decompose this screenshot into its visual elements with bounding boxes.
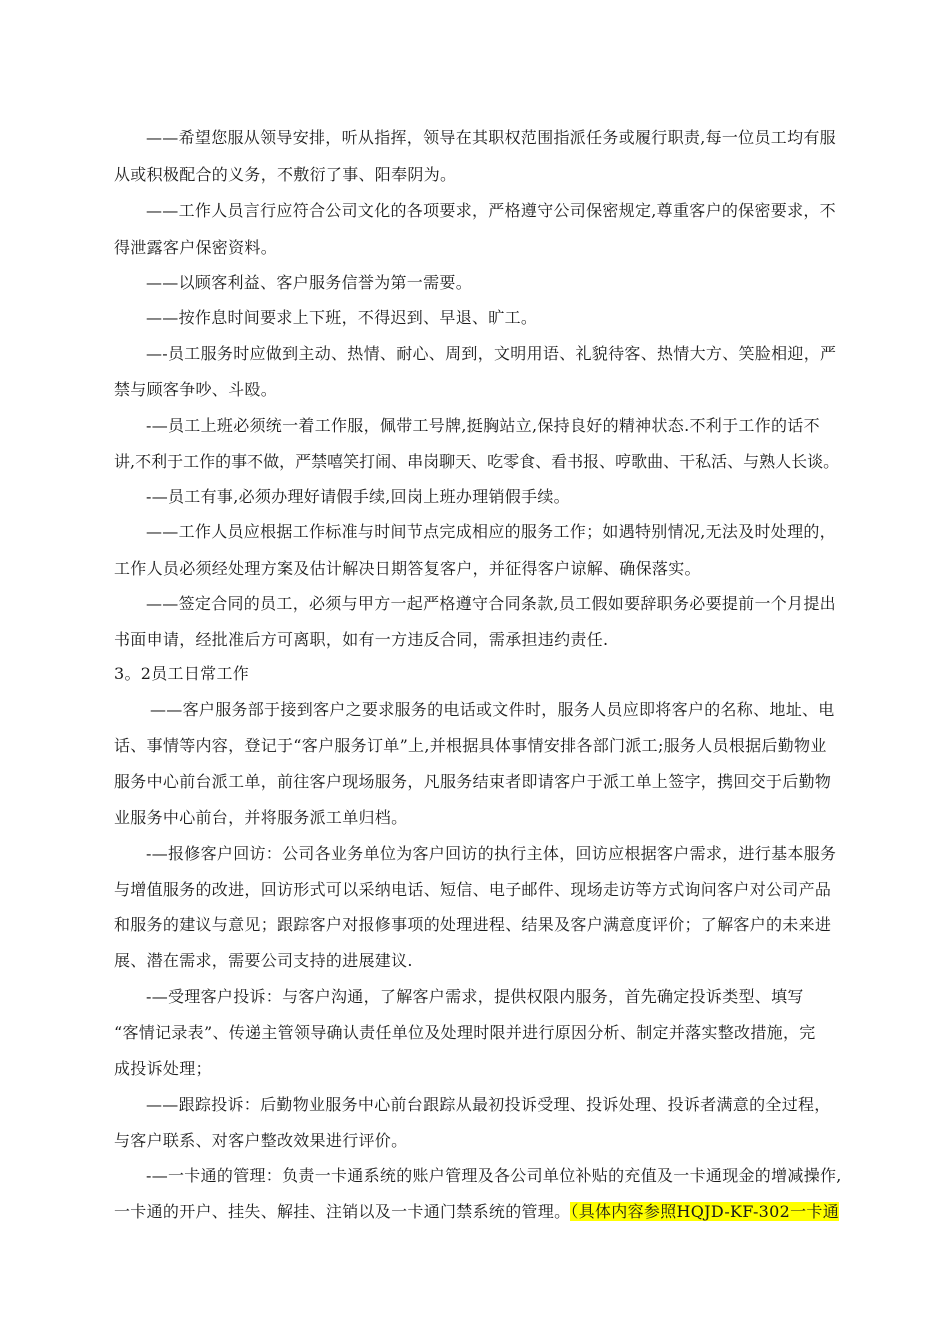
section-heading: 3。2员工日常工作: [114, 664, 250, 683]
highlighted-reference: （具体内容参照HQJD-KF-302一卡通: [570, 1202, 840, 1221]
paragraph-line: ——客户服务部于接到客户之要求服务的电话或文件时，服务人员应即将客户的名称、地址、电: [150, 700, 835, 719]
paragraph-line: 和服务的建议与意见；跟踪客户对报修事项的处理进程、结果及客户满意度评价；了解客户的未来进: [114, 915, 832, 934]
paragraph-line: ——以顾客利益、客户服务信誉为第一需要。: [146, 273, 473, 292]
paragraph-line: —-员工服务时应做到主动、热情、耐心、周到，文明用语、礼貌待客、热情大方、笑脸相迎，严: [146, 344, 837, 363]
paragraph-line: 与增值服务的改进，回访形式可以采纳电话、短信、电子邮件、现场走访等方式询问客户对公司产品: [114, 880, 832, 899]
paragraph-line: 话、事情等内容，登记于“客户服务订单”上,并根据具体事情安排各部门派工;服务人员根据后勤物业: [114, 736, 827, 755]
paragraph-line: [114, 1200, 839, 1224]
paragraph-line: ——签定合同的员工，必须与甲方一起严格遵守合同条款,员工假如要辞职务必要提前一个月提出: [146, 594, 836, 613]
paragraph-line: “客情记录表”、传递主管领导确认责任单位及处理时限并进行原因分析、制定并落实整改措施，完: [114, 1023, 816, 1042]
paragraph-line: ——工作人员应根据工作标准与时间节点完成相应的服务工作；如遇特别情况,无法及时处理的，: [146, 522, 836, 541]
paragraph-line: 讲,不利于工作的事不做，严禁嘻笑打闹、串岗聊天、吃零食、看书报、哼歌曲、干私活、与熟人长谈。: [114, 452, 840, 471]
paragraph-line: ——希望您服从领导安排，听从指挥，领导在其职权范围指派任务或履行职责,每一位员工均有服: [146, 128, 836, 147]
paragraph-line: ——工作人员言行应符合公司文化的各项要求，严格遵守公司保密规定,尊重客户的保密要求，不: [146, 201, 836, 220]
paragraph-line: 展、潜在需求，需要公司支持的进展建议.: [114, 951, 413, 970]
paragraph-line: 得泄露客户保密资料。: [114, 238, 278, 257]
paragraph-text: 一卡通的开户、挂失、解挂、注销以及一卡通门禁系统的管理。: [114, 1202, 571, 1221]
paragraph-line: -—员工有事,必须办理好请假手续,回岗上班办理销假手续。: [146, 487, 570, 506]
paragraph-line: -—受理客户投诉：与客户沟通，了解客户需求，提供权限内服务，首先确定投诉类型、填写: [146, 987, 804, 1006]
paragraph-line: 书面申请，经批准后方可离职，如有一方违反合同，需承担违约责任.: [114, 630, 609, 649]
paragraph-line: ——按作息时间要求上下班，不得迟到、早退、旷工。: [146, 308, 538, 327]
paragraph-line: ——跟踪投诉：后勤物业服务中心前台跟踪从最初投诉受理、投诉处理、投诉者满意的全过程，: [146, 1095, 831, 1114]
paragraph-line: 从或积极配合的义务，不敷衍了事、阳奉阴为。: [114, 165, 457, 184]
paragraph-line: -—报修客户回访：公司各业务单位为客户回访的执行主体，回访应根据客户需求，进行基本服务: [146, 844, 837, 863]
paragraph-line: 与客户联系、对客户整改效果进行评价。: [114, 1131, 408, 1150]
paragraph-line: 服务中心前台派工单，前往客户现场服务，凡服务结束者即请客户于派工单上签字，携回交于后勤物: [114, 772, 832, 791]
paragraph-line: -—一卡通的管理：负责一卡通系统的账户管理及各公司单位补贴的充值及一卡通现金的增减操作,: [146, 1166, 842, 1185]
paragraph-line: 禁与顾客争吵、斗殴。: [114, 380, 278, 399]
paragraph-line: 成投诉处理；: [114, 1059, 212, 1078]
paragraph-line: 工作人员必须经处理方案及估计解决日期答复客户，并征得客户谅解、确保落实。: [114, 559, 701, 578]
paragraph-line: -—员工上班必须统一着工作服，佩带工号牌,挺胸站立,保持良好的精神状态.不利于工作的话不: [146, 416, 820, 435]
paragraph-line: 业服务中心前台，并将服务派工单归档。: [114, 808, 408, 827]
